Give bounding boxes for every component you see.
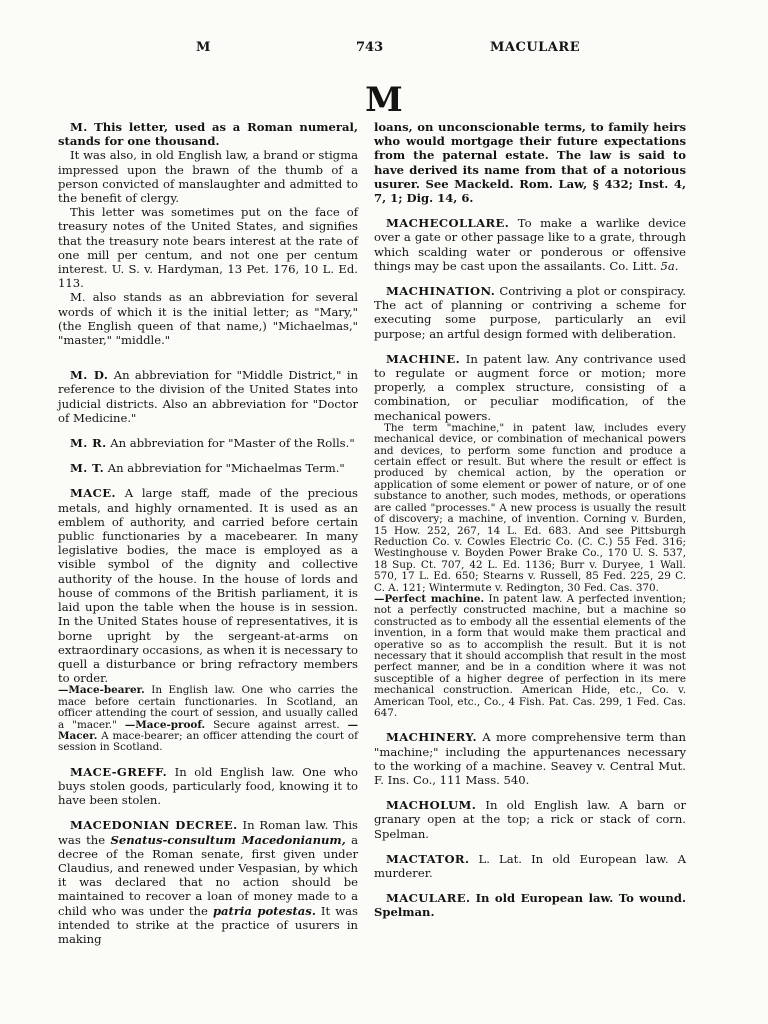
entry-machine (374, 352, 686, 720)
entry-italic: patria potestas. (212, 903, 316, 918)
entry-text: In Roman law. This was the (58, 818, 359, 847)
entry-text: In old European law. To wound. Spelman. (374, 891, 687, 920)
entry-text: loans, on unconscionable terms, to family heirs who would mortgage their future expectations from the paternal estate. The law is said to have derived its name from that of a notorious usurer. See Mackeld. Rom. Law, § 432; Inst. 4, 7, 1; Dig. 14, 6. (374, 120, 686, 206)
entry-machination (374, 284, 686, 341)
right-column (374, 120, 686, 931)
running-head-letter: M (196, 40, 211, 55)
entry-macholum (374, 798, 686, 841)
subentries (58, 685, 358, 753)
entry-paragraph: It was also, in old English law, a brand or stigma impressed upon the brawn of the thumb of a person convicted of manslaughter and admitted to the benefit of clergy. (58, 148, 358, 206)
entry-paragraph: M. also stands as an abbreviation for several words of which it is the initial letter; as "Mary," (the English queen of that name,) "Michaelmas," "master," "middle." (58, 290, 358, 348)
entry-m (58, 120, 358, 347)
entry-text: This letter, used as a Roman numeral, stands for one thousand. (58, 120, 358, 149)
entry-md (58, 368, 358, 425)
headword: MACHOLUM. (386, 798, 477, 813)
entry-text: A more comprehensive term than "machine;" including the appurtenances necessary to the working of a machine. Seavey v. Central Mut. F. Ins. Co., 111 Mass. 540. (374, 730, 686, 788)
entry-text: An abbreviation for "Master of the Rolls." (110, 436, 355, 451)
running-head (0, 40, 768, 62)
headword: MACHINE. (386, 351, 461, 366)
headword: MACHINERY. (386, 730, 477, 745)
entry-text: It was intended to strike at the practice of usurers in making (58, 903, 358, 946)
sub-text: In patent law. A perfected invention; not a perfectly constructed machine, but a machine so constructed as to embody all the essential elements of the invention, in a form that would make them practical and operative so as to accomplish the result. But it is not necessary that it should accomplish that result in the most perfect manner, and be in a condition where it was not susceptible of a higher degree of perfection in its mere mechanical construction. American Hide, etc., Co. v. American Tool, etc., Co., 4 Fish. Pat. Cas. 299, 1 Fed. Cas. 647. (374, 592, 686, 720)
headword: M. T. (70, 461, 105, 476)
entry-mace (58, 486, 358, 753)
page-number: 743 (356, 40, 384, 55)
sub-headword: —Macer. (58, 718, 359, 742)
headword: MACE-GREFF. (70, 764, 168, 779)
headword: M. R. (70, 436, 107, 451)
headword: MACE. (70, 486, 116, 501)
sub-text: A mace-bearer; an officer attending the court of session in Scotland. (58, 729, 358, 754)
sub-text: Secure against arrest. (213, 718, 340, 731)
headword: MACTATOR. (386, 851, 470, 866)
entry-mt (58, 461, 358, 475)
left-column (58, 120, 358, 957)
entry-text: Contriving a plot or conspiracy. The act of planning or contriving a scheme for executing some purpose, particularly an evil purpose; an artful design formed with deliberation. (374, 284, 686, 341)
entry-macedonian-decree (58, 818, 358, 946)
entry-text: a decree of the Roman senate, first given under Claudius, and renewed under Vespasian, by which it was declared that no action should be maintained to recover a loan of money made to a child who was under the (58, 832, 358, 918)
entry-machecollare (374, 216, 686, 273)
running-head-catchword: MACULARE (490, 40, 581, 55)
entry-mactator (374, 852, 686, 880)
entry-maculare (374, 891, 686, 919)
entry-text: In patent law. Any contrivance used to regulate or augment force or motion; more properly, a complex structure, consisting of a combination, or peculiar modification, of the mechanical powers. (374, 351, 687, 423)
entry-text: An abbreviation for "Middle District," in reference to the division of the United States into judicial districts. Also an abbreviation for "Doctor of Medicine." (58, 368, 358, 425)
headword: MACULARE. (386, 891, 471, 906)
headword: M. (70, 120, 88, 134)
sub-headword: —Mace-bearer. (58, 684, 145, 697)
sub-headword: —Mace-proof. (124, 718, 206, 731)
entry-mr (58, 436, 358, 450)
entry-italic: 5a. (660, 258, 679, 273)
entry-mace-greff (58, 765, 358, 808)
headword: MACHINATION. (386, 284, 496, 299)
entry-text: A large staff, made of the precious metals, and highly ornamented. It is used as an emblem of authority, and carried before certain public functionaries by a macebearer. In many legislative bodies, the mace is employed as a visible symbol of the dignity and collective authority of the house. In the house of lords and house of commons of the British parliament, it is laid upon the table when the house is in session. In the United States house of representatives, it is borne upright by the sergeant-at-arms on extraordinary occasions, as when it is necessary to quell a disturbance or bring refractory members to order. (58, 486, 358, 686)
entry-note: The term "machine," in patent law, includes every mechanical device, or combination of mechanical powers and devices, to perform some function and produce a certain effect or result. But where the result or effect is produced by chemical action, by the operation or application of some element or power of nature, or of one substance to another, such modes, methods, or operations are called "processes." A new process is usually the result of discovery; a machine, of invention. Corning v. Burden, 15 How. 252, 267, 14 L. Ed. 683. And see Pittsburgh Reduction Co. v. Cowles Electric Co. (C. C.) 55 Fed. 316; Westinghouse v. Boyden Power Brake Co., 170 U. S. 537, 18 Sup. Ct. 707, 42 L. Ed. 1136; Burr v. Duryee, 1 Wall. 570, 17 L. Ed. 650; Stearns v. Russell, 85 Fed. 225, 29 C. C. A. 121; Wintermute v. Redington, 30 Fed. Cas. 370. (374, 421, 686, 594)
entry-text: To make a warlike device over a gate or other passage like to a grate, through which scalding water or ponderous or offensive things may be cast upon the assailants. Co. Litt. (374, 216, 686, 273)
entry-text: L. Lat. In old European law. A murderer. (374, 851, 686, 881)
entry-continuation (374, 120, 686, 205)
machine-notes (374, 423, 686, 720)
headword: M. D. (70, 368, 109, 383)
headword: MACHECOLLARE. (386, 216, 510, 231)
entry-text: An abbreviation for "Michaelmas Term." (107, 461, 345, 476)
entry-machinery (374, 730, 686, 787)
entry-italic: Senatus-consultum Macedonianum, (110, 832, 346, 847)
sub-text: In English law. One who carries the mace before certain functionaries. In Scotland, an officer attending the court of session, and usually called a "macer." (58, 684, 358, 731)
sub-headword: —Perfect machine. (374, 592, 485, 605)
entry-paragraph: This letter was sometimes put on the face of treasury notes of the United States, and signifies that the treasury note bears interest at the rate of one mill per centum, and not one per centum interest. U. S. v. Hardyman, 13 Pet. 176, 10 L. Ed. 113. (58, 205, 358, 291)
entry-text: In old English law. One who buys stolen goods, particularly food, knowing it to have been stolen. (58, 764, 359, 808)
headword: MACEDONIAN DECREE. (70, 818, 238, 833)
entry-text: In old English law. A barn or granary open at the top; a rick or stack of corn. Spelman. (374, 798, 687, 841)
section-letter: M (365, 80, 403, 120)
